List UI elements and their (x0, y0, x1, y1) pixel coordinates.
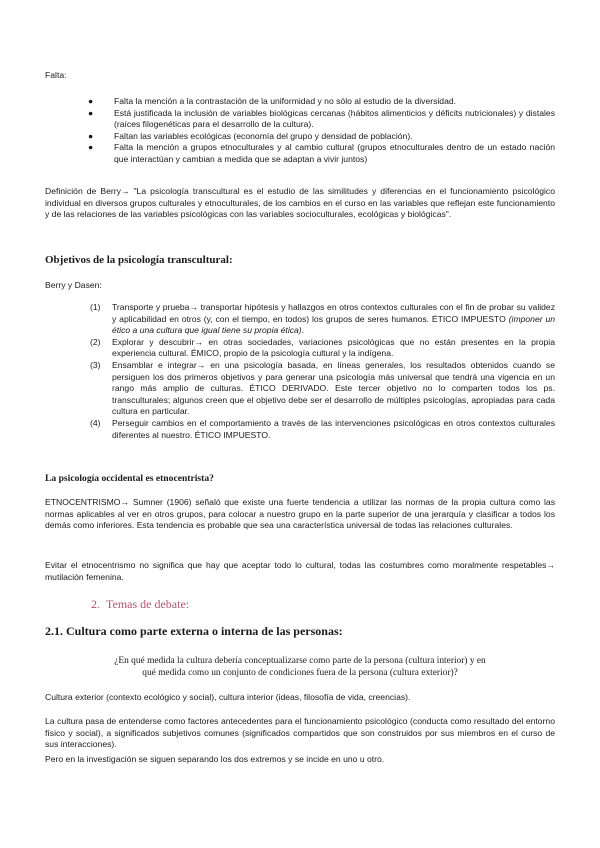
etnocentrismo-paragraph: ETNOCENTRISMO→ Sumner (1906) señaló que existe una fuerte tendencia a utilizar las normas de la propia cultura como las normas aplicables al ver en otros grupos, para colocar a nuestro grupo en la parte superior de una jerarquía y clasificar a todos los demás como inferiores. Esta tendencia es probable que sea una característica universal de todas las relaciones culturales. (45, 497, 555, 531)
list-item: (2) Explorar y descubrir→ en otras sociedades, variaciones psicológicas que no están presentes en la propia experiencia cultural. ÉMICO, propio de la psicología cultural y la indígena. (90, 336, 555, 359)
cultura-exterior-interior: Cultura exterior (contexto ecológico y social), cultura interior (ideas, filosofía de vida, creencias). (45, 692, 411, 702)
list-item: (3) Ensamblar e integrar→ en una psicología basada, en líneas generales, los resultados obtenidos cuando se persiguen los dos primeros objetivos y para generar una psicología más universal que tendrá una vigencia en un rango más amplio de culturas. ÉTICO DERIVADO. Este tercer objetivo no lo comparten todos los ps. transculturales; algunos creen que el objetivo debe ser el desarrollo de múltiples psicologías, apropiadas para cada cultura en particular. (90, 359, 555, 417)
bullet-icon: ● (88, 96, 94, 106)
list-item: ● Falta la mención a la contrastación de la uniformidad y no sólo al estudio de la diversidad. (88, 96, 457, 106)
objetivos-list (90, 302, 555, 441)
list-item: (4) Perseguir cambios en el comportamiento a través de las intervenciones psicológicas en otros contextos culturales diferentes al nuestro. ÉTICO IMPUESTO. (90, 417, 555, 440)
list-item: ● Falta la mención a grupos etnoculturales y al cambio cultural (grupos etnoculturales dentro de un estado nación que interactúan y cambian a medida que se adaptan a vivir juntos) (88, 142, 555, 164)
berry-definition: Definición de Berry→ "La psicología transcultural es el estudio de las similitudes y diferencias en el funcionamiento psicológico individual en diversos grupos culturales y etnoculturales, de los cambios en el curso en las variables que reflejan este funcionamiento y de las relaciones de las variables psicológicas con las variables socioculturales, ecológicas y biológicas". (45, 186, 555, 220)
list-item: (1) Transporte y prueba→ transportar hipótesis y hallazgos en otros contextos culturales con el fin de probar su validez y aplicabilidad en otros (y, con el tiempo, en todos) los grupos de seres humanos. ÉTICO IMPUESTO (imponer un ético a una cultura que igual tiene su propia ética). (90, 302, 556, 336)
subsection-title: 2.1. Cultura como parte externa o interna de las personas: (45, 624, 343, 638)
objetivos-heading: Objetivos de la psicología transcultural: (45, 254, 233, 266)
section-number: 2. (91, 597, 100, 611)
etnocentrica-heading: La psicología occidental es etnocentrista? (45, 473, 214, 484)
section-title-text: Temas de debate: (106, 597, 190, 611)
falta-label: Falta: (45, 70, 67, 80)
objetivos-authors: Berry y Dasen: (45, 280, 102, 290)
list-item: ● Faltan las variables ecológicas (economía del grupo y densidad de población). (88, 130, 413, 141)
debate-question: ¿En qué medida la cultura debería conceptualizarse como parte de la persona (cultura interior) y en qué medida como un conjunto de condiciones fuera de la persona (cultura exterior)? (114, 656, 486, 678)
bullet-icon: ● (88, 142, 94, 153)
bullet-icon: ● (88, 130, 94, 141)
falta-bullet-list (88, 96, 555, 166)
investigacion-paragraph: Pero en la investigación se siguen separando los dos extremos y se incide en uno u otro. (45, 754, 385, 764)
section-title (91, 599, 189, 611)
cultura-paragraph: La cultura pasa de entenderse como factores antecedentes para el funcionamiento psicológico (conducta como resultado del entorno físico y social), a significados subjetivos comunes (significados compartidos que son construidos por sus miembros en el curso de sus interacciones). (45, 716, 555, 750)
evitar-paragraph: Evitar el etnocentrismo no significa que hay que aceptar todo lo cultural, todas las costumbres como moralmente respetables→ mutilación femenina. (45, 560, 555, 582)
list-item: ● Está justificada la inclusión de variables biológicas cercanas (hábitos alimenticios y déficits nutricionales) y distales (raíces filogenéticas para el desarrollo de la cultura). (88, 107, 555, 130)
bullet-icon: ● (88, 107, 94, 118)
